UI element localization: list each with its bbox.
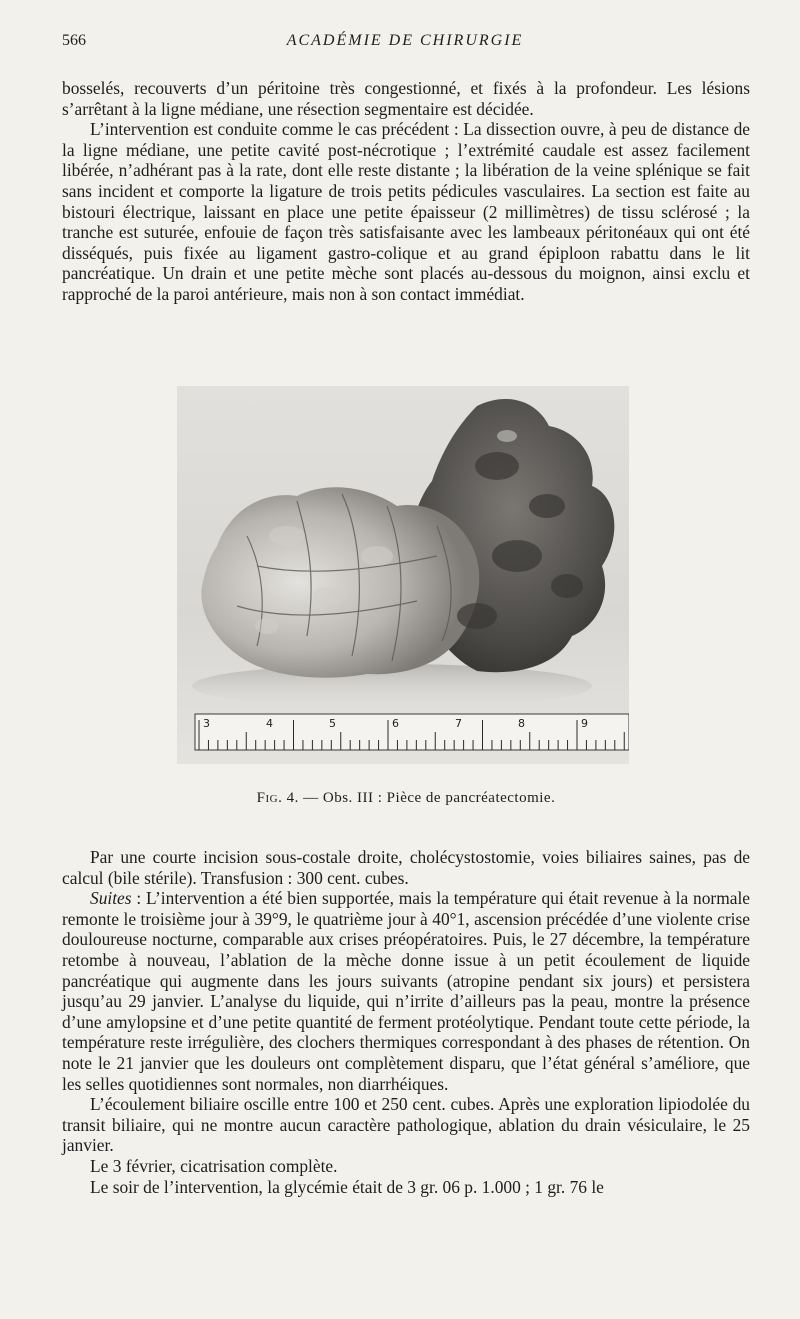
paragraph: bosselés, recouverts d’un péritoine très congestionné, et fixés à la profondeur. Les lésions s’arrêtant à la ligne médiane, une résection segmentaire est décidée. xyxy=(62,78,750,119)
paragraph-lead: Suites xyxy=(90,888,132,909)
measuring-ruler xyxy=(195,714,629,750)
page-header xyxy=(62,32,748,54)
ruler-label: 9 xyxy=(581,717,588,730)
ruler-label: 6 xyxy=(392,717,399,730)
text-block-top xyxy=(62,78,750,305)
running-title: ACADÉMIE DE CHIRURGIE xyxy=(286,32,524,49)
paragraph xyxy=(62,1177,750,1198)
paragraph-text: Le soir de l’intervention, la glycémie était de 3 gr. 06 p. 1.000 ; 1 gr. 76 le xyxy=(90,1176,604,1197)
ruler-label: 7 xyxy=(455,717,462,730)
specimen-illustration xyxy=(177,386,629,764)
ruler-label: 5 xyxy=(329,717,336,730)
ruler-label: 8 xyxy=(518,717,525,730)
specimen-photo xyxy=(177,386,629,764)
figure-caption xyxy=(62,790,750,807)
paragraph: L’intervention est conduite comme le cas précédent : La dissection ouvre, à peu de distance de la ligne médiane, une petite cavité post-nécrotique ; l’extrémité caudale est assez facilement libérée, n’adhérant pas à la rate, dont elle reste distante ; la libération de la veine splénique se fait sans incident et comporte la ligature de trois petits pédicules vasculaires. La section est faite au bistouri électrique, laissant en place une petite épaisseur (2 millimètres) de tissu sclérosé ; la tranche est suturée, enfouie de façon très satisfaisante avec les lambeaux péritonéaux qui ont été disséqués, puis fixée au ligament gastro-colique et au grand épiploon rabattu dans le lit pancréatique. Un drain et une petite mèche sont placés au-dessous du moignon, ainsi exclu et rapproché de la paroi antérieure, mais non à son contact immédiat. xyxy=(62,119,750,304)
paragraph-text: L’écoulement biliaire oscille entre 100 et 250 cent. cubes. Après une exploration lipiodolée du transit biliaire, qui ne montre aucun caractère pathologique, ablation du drain vésiculaire, le 25 janvier. xyxy=(62,1094,750,1156)
text-block-bottom xyxy=(62,847,750,1197)
ruler-label: 3 xyxy=(203,717,210,730)
specimen-light-mass xyxy=(201,487,479,677)
ruler-label: 4 xyxy=(266,717,273,730)
page-number: 566 xyxy=(62,32,86,49)
figure-label: Fig. 4. xyxy=(256,790,299,806)
paragraph xyxy=(62,847,750,888)
paragraph-text: : L’intervention a été bien supportée, mais la température qui était revenue à la normale remonte le troisième jour à 39°9, le quatrième jour à 40°1, ascension précédée d’une violente crise douloureuse nocturne, comparable aux crises préopératoires. Puis, le 27 décembre, la température retombe à nouveau, l’ablation de la mèche donne issue à un petit écoulement de liquide pancréatique qui augmente dans les jours suivants (atropine pendant six jours) et persistera jusqu’au 29 janvier. L’analyse du liquide, qui n’irrite d’ailleurs pas la peau, montre la présence d’une amylopsine et d’une petite quantité de ferment protéolytique. Pendant toute cette période, la température reste irrégulière, des clochers thermiques correspondant à des phases de rétention. On note le 21 janvier que les douleurs ont complètement disparu, que l’état général s’améliore, que les selles quotidiennes sont normales, non diarrhéiques. xyxy=(62,888,750,1094)
figure-caption-text: — Obs. III : Pièce de pancréatectomie. xyxy=(298,790,556,806)
paragraph xyxy=(62,1094,750,1156)
paragraph-text: Le 3 février, cicatrisation complète. xyxy=(90,1155,338,1176)
paragraph-text: Par une courte incision sous-costale droite, cholécystostomie, voies biliaires saines, pas de calcul (bile stérile). Transfusion : 300 cent. cubes. xyxy=(62,847,750,888)
paragraph xyxy=(62,1156,750,1177)
paragraph xyxy=(62,888,750,1094)
